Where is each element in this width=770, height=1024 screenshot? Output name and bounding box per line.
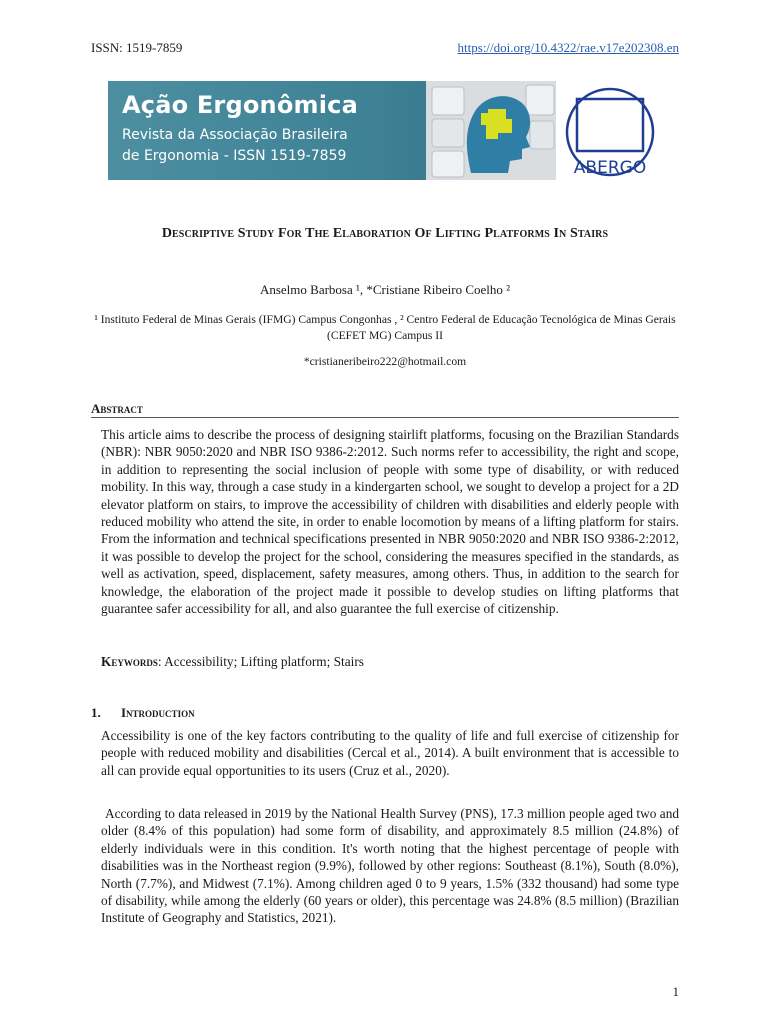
affiliations: ¹ Instituto Federal de Minas Gerais (IFMG) Campus Congonhas , ² Centro Federal de Educação Tecnológica de Minas Gerais (CEFET MG) Campus II <box>94 313 676 342</box>
doi-link[interactable]: https://doi.org/10.4322/rae.v17e202308.en <box>457 40 679 55</box>
abstract-text: This article aims to describe the process of designing stairlift platforms, focusing on the Brazilian Standards (NBR): NBR 9050:2020 and NBR ISO 9386-2:2012. Such norms refer to accessibility, the right and scope, in addition to representing the social inclusion of people with some type of disability, or with reduced mobility. In this way, through a case study in a kindergarten school, we sought to develop a project for a 2D elevator platform on stairs, to improve the accessibility of children with disabilities and elderly people with reduced mobility who attend the site, in order to enable locomotion by means of a lifting platform for stairs. From the information and technical specifications presented in NBR 9050:2020 and NBR ISO 9386-2:2012, it was possible to develop the project for the school, considering the measures specified in the standards, as well as activation, speed, displacement, safety measures, among others. Thus, in addition to the search for knowledge, the elaboration of the project made it possible to develop studies on lifting platforms that guarantee safer accessibility for all, and also guarantee the full exercise of citizenship. <box>101 427 679 617</box>
contact-email: *cristianeribeiro222@hotmail.com <box>303 355 467 368</box>
keywords <box>101 653 679 670</box>
page-number: 1 <box>672 984 679 999</box>
section-heading-introduction <box>91 705 195 721</box>
puzzle-head-icon <box>426 81 556 180</box>
intro-paragraph-1: Accessibility is one of the key factors contributing to the quality of life and full exercise of citizenship for people with reduced mobility and disabilities (Cercal et al., 2014). A built environment that is accessible to all can provide equal opportunities to its users (Cruz et al., 2020). <box>101 728 679 778</box>
abstract-heading: Abstract <box>91 401 143 416</box>
banner-title: Ação Ergonômica <box>122 91 358 119</box>
journal-banner <box>108 81 556 180</box>
authors: Anselmo Barbosa ¹, *Cristiane Ribeiro Coelho ² <box>259 282 511 297</box>
banner-subtitle-line2: de Ergonomia - ISSN 1519-7859 <box>122 148 347 164</box>
intro-paragraph-2: According to data released in 2019 by the National Health Survey (PNS), 17.3 million people aged two and older (8.4% of this population) had some form of disability, and approximately 8.5 million (24.8%) of elderly individuals were in this condition. It's worth noting that the highest percentage of people with disabilities was in the Northeast region (9.9%), followed by other regions: Southeast (8.1%), South (8.0%), North (7.7%), and Midwest (7.1%). Among children aged 0 to 9 years, 1.5% (332 thousand) had some type of disability, while among the elderly (60 years or older), this percentage was 24.8% (8.5 million) (Brazilian Institute of Geography and Statistics, 2021). <box>101 806 679 926</box>
abergo-logo <box>563 87 657 181</box>
section-number: 1. <box>91 705 101 720</box>
banner-subtitle-line1: Revista da Associação Brasileira <box>122 127 348 143</box>
issn-text: ISSN: 1519-7859 <box>91 40 183 55</box>
section-title: Introduction <box>121 705 195 720</box>
paper-title: Descriptive Study For The Elaboration Of Lifting Platforms In Stairs <box>161 226 609 241</box>
keywords-text: : Accessibility; Lifting platform; Stairs <box>157 654 364 669</box>
keywords-label: Keywords <box>101 654 158 669</box>
abstract-divider <box>91 417 679 418</box>
abergo-logo-text: ABERGO <box>573 158 647 178</box>
